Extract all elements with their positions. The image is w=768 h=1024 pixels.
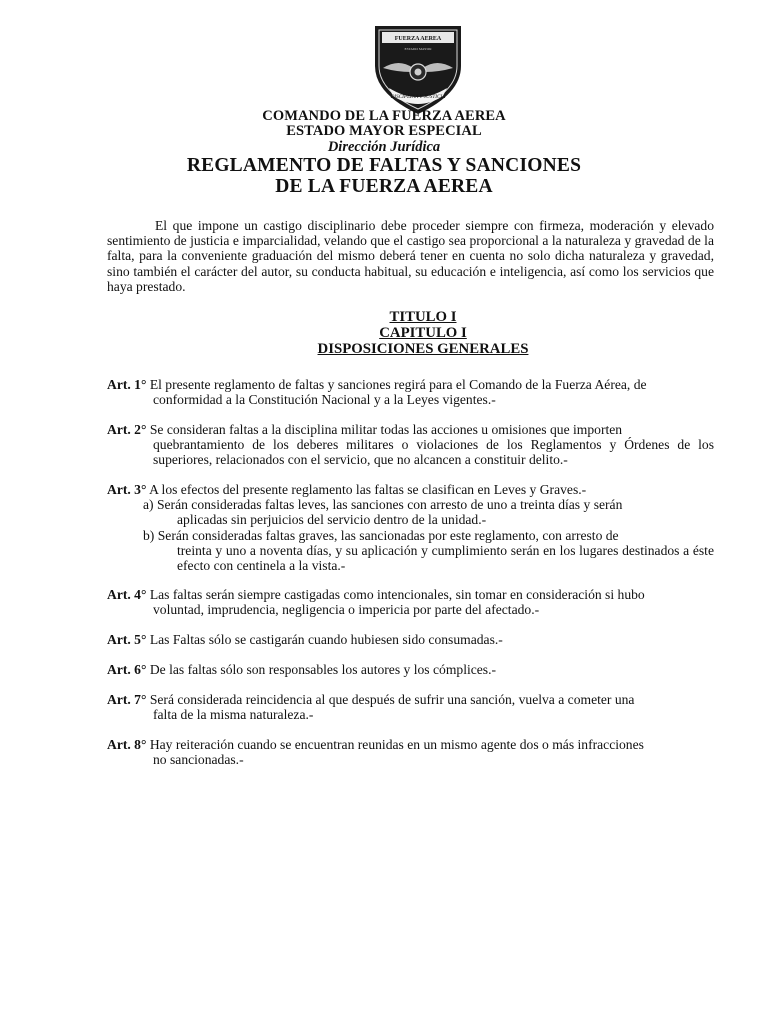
capitulo-heading [0,326,768,342]
header-command: COMANDO DE LA FUERZA AEREA [262,108,506,124]
document-title-line1: REGLAMENTO DE FALTAS Y SANCIONES [186,155,582,176]
article-8 [107,737,714,767]
document-title-line2: DE LA FUERZA AEREA [275,176,493,197]
article-text: Las faltas serán siempre castigadas como intencionales, sin tomar en consideración si hubo [149,587,645,602]
article-label: Art. 4° [107,587,147,602]
air-force-emblem [363,22,473,118]
article-3-item-b-cont: treinta y uno a noventa días, y su aplicación y cumplimiento serán en los lugares destinados a éste efecto con centinela a la vista.- [177,542,714,574]
article-text-cont: falta de la misma naturaleza.- [153,707,314,723]
article-text-cont: no sancionadas.- [153,752,244,768]
article-1 [107,377,714,407]
article-2 [107,422,714,468]
titulo-text: TITULO I [389,309,457,325]
section-heading [0,342,768,358]
shield-logo-icon [363,22,473,118]
article-text: El presente reglamento de faltas y sanciones regirá para el Comando de la Fuerza Aérea, de [149,377,647,392]
article-label: Art. 2° [107,422,147,437]
article-label: Art. 8° [107,737,147,752]
article-label: Art. 3° [107,482,147,497]
emblem-motto: DISCIPLINA Y JUSTICIA [390,94,446,100]
article-6 [107,662,714,677]
article-text: Será considerada reincidencia al que después de sufrir una sanción, vuelva a cometer una [149,692,635,707]
article-label: Art. 5° [107,632,147,647]
titulo-heading [0,310,768,326]
article-text: Las Faltas sólo se castigarán cuando hubiesen sido consumadas.- [149,632,503,647]
article-4 [107,587,714,617]
article-label: Art. 6° [107,662,147,677]
article-text: A los efectos del presente reglamento las faltas se clasifican en Leves y Graves.- [149,482,587,497]
section-heading-text: DISPOSICIONES GENERALES [317,341,529,357]
article-3-item-a-cont: aplicadas sin perjuicios del servicio dentro de la unidad.- [177,512,487,528]
article-text: Se consideran faltas a la disciplina militar todas las acciones u omisiones que importen [149,422,623,437]
article-3-item-b: b) Serán consideradas faltas graves, las sancionadas por este reglamento, con arresto de [143,527,619,543]
intro-paragraph: El que impone un castigo disciplinario debe proceder siempre con firmeza, moderación y elevado sentimiento de justicia e imparcialidad, velando que el castigo sea proporcional a la naturaleza y gravedad de la falta, para la conveniente graduación del mismo deberá tener en cuenta no solo dicha naturaleza y gravedad, sino también el carácter del autor, su conducta habitual, su educación e inteligencia, así como los servicios que haya prestado. [107,218,714,294]
header-direction: Dirección Jurídica [327,139,441,155]
emblem-sub-text: ESTADO MAYOR [404,47,432,51]
article-text-cont: conformidad a la Constitución Nacional y a la Leyes vigentes.- [153,392,496,408]
article-label: Art. 1° [107,377,147,392]
article-label: Art. 7° [107,692,147,707]
article-3-item-a: a) Serán consideradas faltas leves, las sanciones con arresto de uno a treinta días y serán [143,497,623,513]
article-text-cont: voluntad, imprudencia, negligencia o impericia por parte del afectado.- [153,602,540,618]
article-text-cont: quebrantamiento de los deberes militares o violaciones de los Reglamentos y Órdenes de los superiores, relacionados con el servicio, que no alcancen a constituir delito.- [153,437,714,468]
capitulo-text: CAPITULO I [379,325,467,341]
emblem-top-text: FUERZA AEREA [394,36,442,42]
header-staff: ESTADO MAYOR ESPECIAL [286,123,482,139]
article-7 [107,692,714,722]
article-5 [107,632,714,647]
article-text: De las faltas sólo son responsables los autores y los cómplices.- [149,662,497,677]
article-3 [107,482,714,573]
article-text: Hay reiteración cuando se encuentran reunidas en un mismo agente dos o más infracciones [149,737,644,752]
